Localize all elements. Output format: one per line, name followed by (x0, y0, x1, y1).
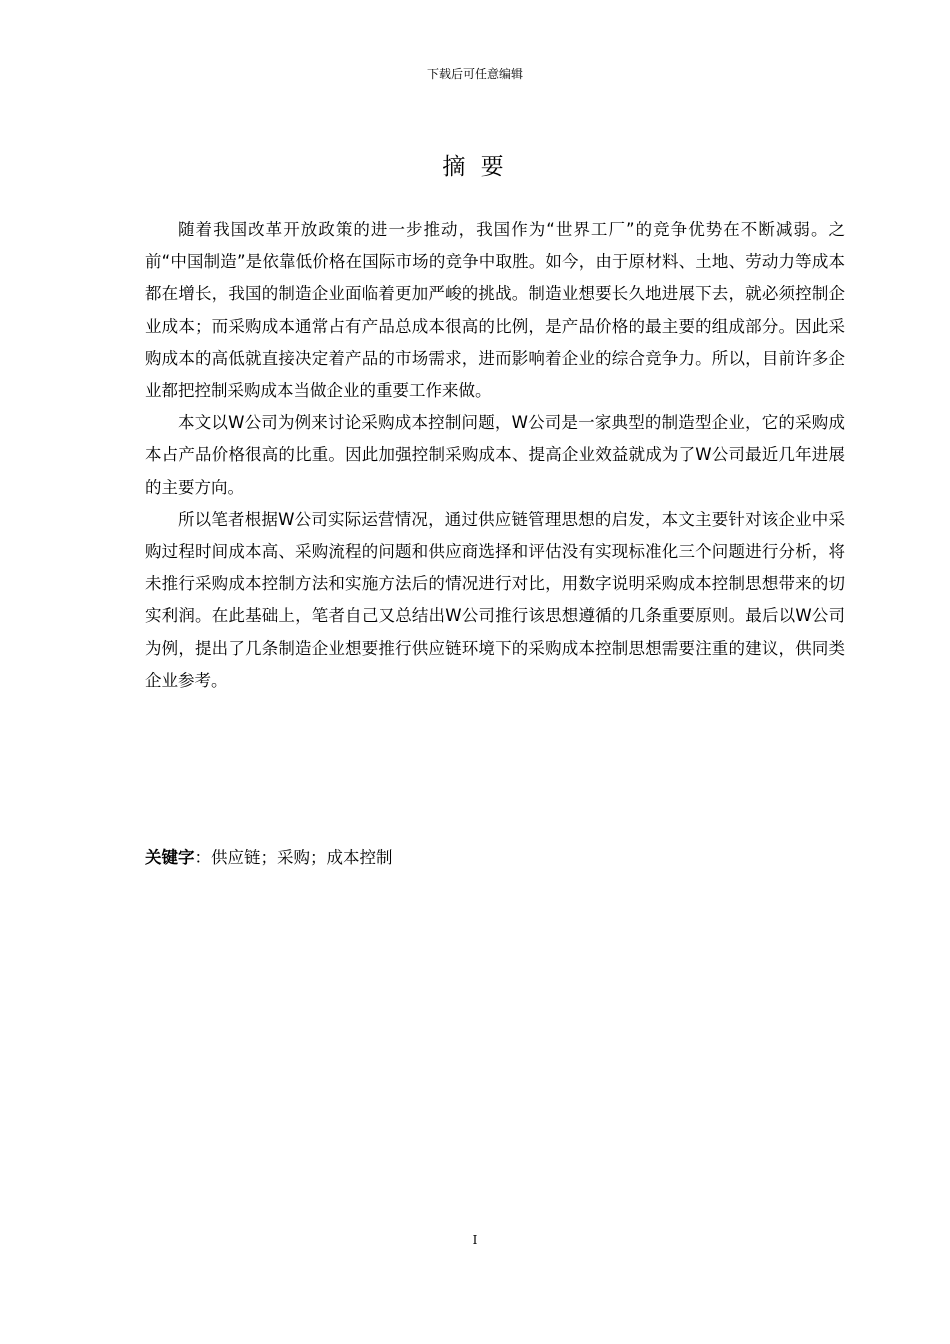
keywords (145, 843, 845, 873)
page-header: 下载后可任意编辑 (426, 67, 523, 81)
page-number: I (472, 1233, 478, 1247)
keywords-label: 关键字 (145, 848, 195, 867)
page-title: 摘 要 (442, 154, 508, 180)
abstract-paragraph-3: 所以笔者根据W公司实际运营情况，通过供应链管理思想的启发，本文主要针对该企业中采购过程时间成本高、采购流程的问题和供应商选择和评估没有实现标准化三个问题进行分析，将未推行采购成本控制方法和实施方法后的情况进行对比，用数字说明采购成本控制思想带来的切实利润。在此基础上，笔者自己又总结出W公司推行该思想遵循的几条重要原则。最后以W公司为例，提出了几条制造企业想要推行供应链环境下的采购成本控制思想需要注重的建议，供同类企业参考。 (145, 509, 845, 690)
keywords-value: 供应链；采购；成本控制 (211, 848, 393, 867)
keywords-separator: ： (194, 848, 211, 867)
abstract-body (145, 214, 845, 697)
abstract-paragraph-2: 本文以W公司为例来讨论采购成本控制问题，W公司是一家典型的制造型企业，它的采购成本占产品价格很高的比重。因此加强控制采购成本、提高企业效益就成为了W公司最近几年进展的主要方向。 (145, 413, 845, 497)
abstract-paragraph-1: 随着我国改革开放政策的进一步推动，我国作为“世界工厂”的竞争优势在不断减弱。之前“中国制造”是依靠低价格在国际市场的竞争中取胜。如今，由于原材料、土地、劳动力等成本都在增长，我国的制造企业面临着更加严峻的挑战。制造业想要长久地进展下去，就必须控制企业成本；而采购成本通常占有产品总成本很高的比例，是产品价格的最主要的组成部分。因此采购成本的高低就直接决定着产品的市场需求，进而影响着企业的综合竞争力。所以，目前许多企业都把控制采购成本当做企业的重要工作来做。 (145, 220, 845, 401)
